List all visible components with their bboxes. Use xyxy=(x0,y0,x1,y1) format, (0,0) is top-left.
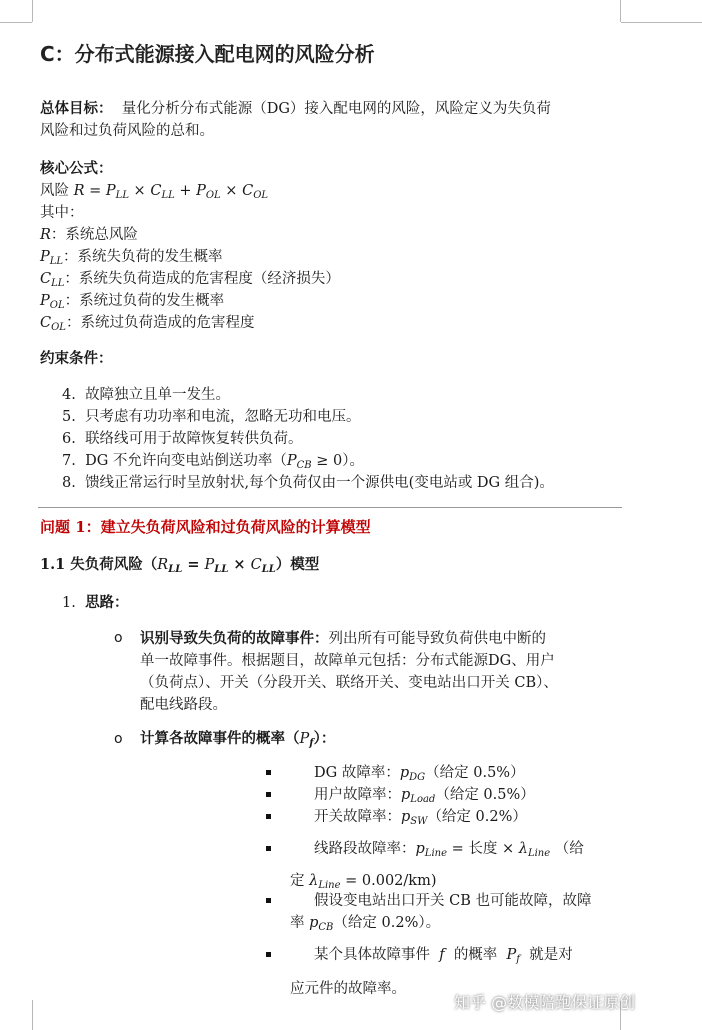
page-title: C：分布式能源接入配电网的风险分析 xyxy=(40,42,375,66)
rate-line-cont: 定 $\lambda_{Line} = 0.002/km$) xyxy=(290,873,437,891)
section-1-1-heading: 1.1 失负荷风险$(R_{LL} = P_{LL} \times C_{LL})$模型 xyxy=(40,556,320,575)
goal-text-1: 量化分析分布式能源（DG）接入配电网的风险，风险定义为失负荷 xyxy=(121,101,551,117)
problem-1-heading: 问题 1：建立失负荷风险和过负荷风险的计算模型 xyxy=(40,518,371,536)
crop-mark xyxy=(620,0,621,22)
step1-line-1: 识别导致失负荷的故障事件：列出所有可能导致负荷供电中断的 xyxy=(140,630,546,647)
event-prob: 某个具体故障事件 f 的概率 $P_f$ 就是对 xyxy=(314,947,573,965)
formula-line: 风险 $R = P_{LL} \times C_{LL} + P_{OL} \times C_{OL}$ xyxy=(40,183,269,201)
square-bullet-icon xyxy=(266,770,271,775)
event-prob-cont: 应元件的故障率。 xyxy=(290,981,406,997)
def-cll: $C_{LL}$：系统失负荷造成的危害程度（经济损失） xyxy=(40,271,340,289)
circle-bullet-icon: o xyxy=(114,731,123,747)
where-label: 其中： xyxy=(40,205,84,221)
section-divider xyxy=(38,507,622,508)
crop-mark xyxy=(621,22,702,23)
crop-mark xyxy=(0,22,32,23)
constraint-item: 8. 馈线正常运行时呈放射状,每个负荷仅由一个源供电(变电站或 DG 组合)。 xyxy=(62,475,554,491)
def-col: $C_{OL}$：系统过负荷造成的危害程度 xyxy=(40,315,255,333)
idea-item: 1. 思路： xyxy=(62,594,129,611)
rate-switch: 开关故障率：$p_{SW}$（给定 0.2%） xyxy=(314,809,527,827)
formula-prefix: 风险 xyxy=(40,183,69,199)
goal-line-2: 风险和过负荷风险的总和。 xyxy=(40,123,214,139)
rate-load: 用户故障率：$p_{Load}$（给定 0.5%） xyxy=(314,787,535,805)
rate-dg: DG 故障率：$p_{DG}$（给定 0.5%） xyxy=(314,765,525,783)
circle-bullet-icon: o xyxy=(114,630,123,646)
square-bullet-icon xyxy=(266,898,271,903)
constraints-label: 约束条件： xyxy=(40,350,113,367)
square-bullet-icon xyxy=(266,814,271,819)
def-r: R：系统总风险 xyxy=(40,227,138,243)
rate-cb-cont: 率 $p_{CB}$（给定 0.2%）。 xyxy=(290,915,441,933)
def-pll: $P_{LL}$：系统失负荷的发生概率 xyxy=(40,249,223,267)
rate-line: 线路段故障率：$p_{Line}$ = 长度 × $\lambda_{Line}$ （给 xyxy=(314,841,584,859)
constraint-item: 5. 只考虑有功功率和电流，忽略无功和电压。 xyxy=(62,409,361,425)
step1-line-3: （负荷点）、开关（分段开关、联络开关、变电站出口开关 CB）、 xyxy=(140,675,558,691)
step1-line-2: 单一故障事件。根据题目，故障单元包括：分布式能源DG、用户 xyxy=(140,653,555,669)
step1-line-4: 配电线路段。 xyxy=(140,697,227,713)
constraint-item: 6. 联络线可用于故障恢复转供负荷。 xyxy=(62,431,303,447)
square-bullet-icon xyxy=(266,952,271,957)
constraint-item: 7. DG 不允许向变电站倒送功率$(P_{CB} \ge 0)$。 xyxy=(62,453,364,471)
goal-line-1 xyxy=(40,98,551,120)
watermark: 知乎 @数模陪跑保证原创 xyxy=(454,993,636,1012)
crop-mark xyxy=(32,1000,33,1030)
formula-label: 核心公式： xyxy=(40,160,113,177)
def-pol: $P_{OL}$：系统过负荷的发生概率 xyxy=(40,293,225,311)
step2-line: 计算各故障事件的概率$(P_f)$： xyxy=(140,730,336,749)
crop-mark xyxy=(32,0,33,22)
constraint-item: 4. 故障独立且单一发生。 xyxy=(62,387,231,403)
rate-cb: 假设变电站出口开关 CB 也可能故障，故障 xyxy=(314,893,592,909)
goal-label: 总体目标： xyxy=(40,100,113,117)
square-bullet-icon xyxy=(266,792,271,797)
square-bullet-icon xyxy=(266,846,271,851)
